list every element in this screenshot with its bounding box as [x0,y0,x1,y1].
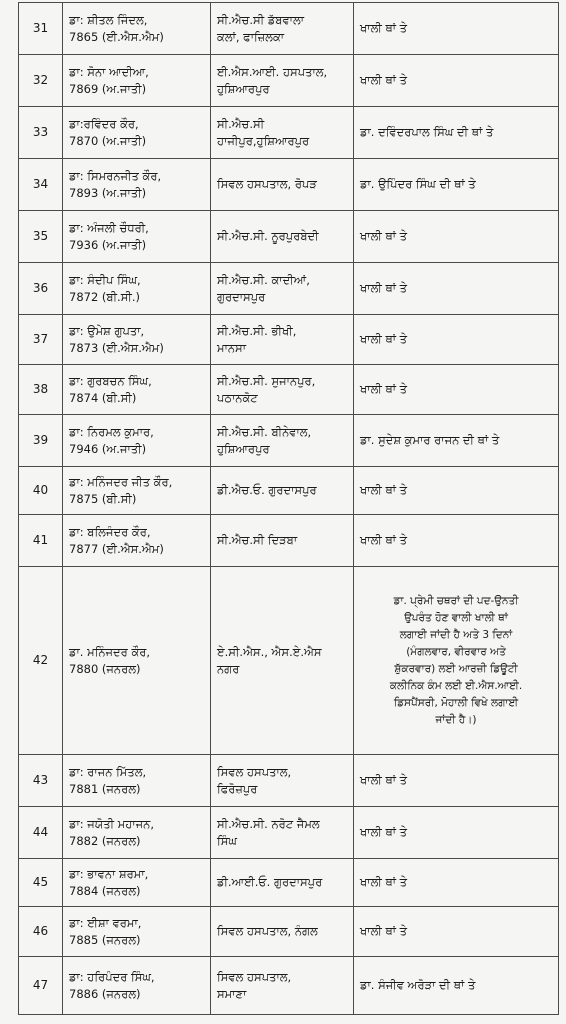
doctor-name: ਡਾ: ਹਰਿਪੰਦਰ ਸਿੰਘ, [69,969,155,984]
doctor-code: 7881 (ਜਨਰਲ) [69,781,141,796]
table-row [19,807,559,859]
remark-cell [354,3,559,55]
posting-line: ਹੁਸ਼ਿਆਰਪੁਰ [217,441,270,456]
doctor-code: 7869 (ਅ.ਜਾਤੀ) [69,81,147,96]
table-row [19,55,559,107]
doctor-cell [63,415,211,467]
table-row [19,3,559,55]
doctor-name: ਡਾ. ਮਨਿੰਜਦਰ ਕੌਰ, [69,644,151,659]
remark-line: ਖਾਲੀ ਥਾਂ ਤੇ [360,533,408,547]
doctor-code: 7865 (ਈ.ਐਸ.ਐਮ) [69,29,164,44]
posting-line: ਡੀ.ਆਈ.ਓ. ਗੁਰਦਾਸਪੁਰ [217,875,323,889]
remark-line: (ਮੰਗਲਵਾਰ, ਵੀਰਵਾਰ ਅਤੇ [406,645,506,658]
posting-cell [211,755,354,807]
remark-cell [354,515,559,567]
serial-number-cell: 36 [19,263,63,315]
table-row [19,515,559,567]
doctor-name: ਡਾ: ਸਿਮਰਨਜੀਤ ਕੌਰ, [69,168,162,183]
doctor-cell [63,211,211,263]
posting-cell [211,211,354,263]
remark-cell [354,107,559,159]
serial-number-cell: 38 [19,365,63,415]
remark-line: ਡਾ. ਪ੍ਰੇਮੀ ਚਥਰਾਂ ਦੀ ਪਦ-ਉਨਤੀ [393,594,519,607]
doctor-cell [63,263,211,315]
posting-line: ਸਿੰਘ [217,833,237,848]
remark-line: ਜਾਂਦੀ ਹੈ।) [435,713,477,726]
doctor-name: ਡਾ: ਗੁਰਬਚਨ ਸਿੰਘ, [69,373,152,388]
remark-line: ਲਗਾਈ ਜਾਂਦੀ ਹੈ ਅਤੇ 3 ਦਿਨਾਂ [399,628,513,641]
serial-number-cell: 42 [19,567,63,755]
posting-line: ਸਿਵਲ ਹਸਪਤਾਲ, [217,969,292,984]
posting-cell [211,415,354,467]
doctor-name: ਡਾ: ਬਲਿਜੰਦਰ ਕੌਰ, [69,524,151,539]
remark-cell [354,211,559,263]
doctor-cell [63,957,211,1015]
doctor-code: 7882 (ਜਨਰਲ) [69,833,141,848]
remark-line: ਕਲੀਨਿਕ ਕੰਮ ਲਈ ਈ.ਐਸ.ਆਈ. [389,679,523,692]
doctor-name: ਡਾ: ਸ਼ੀਤਲ ਜਿੰਦਲ, [69,12,148,27]
doctor-code: 7884 (ਜਨਰਲ) [69,883,141,898]
doctor-name: ਡਾ: ਈਸ਼ਾ ਵਰਮਾ, [69,915,142,930]
doctor-cell [63,515,211,567]
serial-number-cell: 44 [19,807,63,859]
remark-cell [354,159,559,211]
remark-cell [354,567,559,755]
remark-line: ਖਾਲੀ ਥਾਂ ਤੇ [360,483,408,497]
posting-line: ਮਾਨਸਾ [217,340,246,355]
posting-line: ਨਗਰ [217,661,240,676]
remark-line: ਖਾਲੀ ਥਾਂ ਤੇ [360,332,408,346]
table-row [19,907,559,957]
doctor-code: 7875 (ਬੀ.ਸੀ) [69,491,137,506]
doctor-name: ਡਾ: ਨਿਰਮਲ ਕੁਮਾਰ, [69,424,154,439]
doctor-name: ਡਾ: ਮਨਿੰਜਦਰ ਜੀਤ ਕੌਰ, [69,474,173,489]
posting-line: ਸੀ.ਐਚ.ਸੀ. ਭੀਖੀ, [217,323,297,338]
doctor-name: ਡਾ: ਜਯੋਤੀ ਮਹਾਜਨ, [69,816,154,831]
remark-line: ਖਾਲੀ ਥਾਂ ਤੇ [360,773,408,787]
table-body [19,3,559,1015]
remark-line: ਡਾ. ਸੰਜੀਵ ਅਰੋੜਾ ਦੀ ਥਾਂ ਤੇ [360,978,476,992]
posting-line: ਫਿਰੋਜ਼ਪੁਰ [217,781,258,796]
remark-cell [354,755,559,807]
doctor-code: 7877 (ਈ.ਐਸ.ਐਮ) [69,541,164,556]
table-row [19,263,559,315]
doctor-cell [63,807,211,859]
table-row [19,567,559,755]
remark-line: ਸ਼ੁੱਕਰਵਾਰ) ਲਈ ਆਰਜ਼ੀ ਡਿਊਟੀ [394,662,518,675]
remark-cell [354,807,559,859]
serial-number-cell: 41 [19,515,63,567]
table-row [19,467,559,515]
doctor-code: 7893 (ਅ.ਜਾਤੀ) [69,185,147,200]
table-row [19,159,559,211]
remark-line: ਡਾ. ਉਪਿੰਦਰ ਸਿੰਘ ਦੀ ਥਾਂ ਤੇ [360,177,476,191]
posting-cell [211,467,354,515]
posting-line: ਸੀ.ਐਚ.ਸੀ. ਸੁਜਾਨਪੁਰ, [217,373,316,388]
posting-line: ਡੀ.ਐਚ.ਓ. ਗੁਰਦਾਸਪੁਰ [217,483,317,497]
doctor-code: 7880 (ਜਨਰਲ) [69,661,141,676]
posting-line: ਈ.ਐਸ.ਆਈ. ਹਸਪਤਾਲ, [217,64,328,79]
table-row [19,365,559,415]
posting-cell [211,159,354,211]
doctor-cell [63,467,211,515]
remark-cell [354,859,559,907]
doctor-name: ਡਾ: ਰਾਜਨ ਮਿੱਤਲ, [69,764,147,779]
serial-number-cell: 32 [19,55,63,107]
remark-line: ਡਿਸਪੈਂਸਰੀ, ਮੋਹਾਲੀ ਵਿਖੇ ਲਗਾਈ [393,696,519,709]
remark-cell [354,907,559,957]
serial-number-cell: 37 [19,315,63,365]
serial-number-cell: 35 [19,211,63,263]
remark-cell [354,263,559,315]
doctor-cell [63,315,211,365]
posting-line: ਸੀ.ਐਚ.ਸੀ. ਨੂਰਪੁਰਬੇਦੀ [217,229,319,243]
remark-cell [354,467,559,515]
posting-cell [211,807,354,859]
remark-line: ਖਾਲੀ ਥਾਂ ਤੇ [360,924,408,938]
doctor-code: 7870 (ਅ.ਜਾਤੀ) [69,133,147,148]
doctor-cell [63,55,211,107]
serial-number-cell: 39 [19,415,63,467]
posting-line: ਸੀ.ਐਚ.ਸੀ. ਬੀਨੇਵਾਲ, [217,424,312,439]
doctor-name: ਡਾ: ਅੰਜਲੀ ਚੌਧਰੀ, [69,220,149,235]
posting-line: ਸੀ.ਐਚ.ਸੀ [217,116,265,131]
table-row [19,859,559,907]
remark-cell [354,315,559,365]
remark-line: ਉਪਰੰਤ ਹੋਣ ਵਾਲੀ ਖਾਲੀ ਥਾਂ [404,611,508,624]
doctor-cell [63,755,211,807]
posting-cell [211,515,354,567]
posting-cell [211,567,354,755]
posting-line: ਸੀ.ਐਚ.ਸੀ ਦਿੜਬਾ [217,533,298,547]
table-row [19,107,559,159]
doctor-cell [63,107,211,159]
serial-number-cell: 47 [19,957,63,1015]
posting-line: ਹਾਜੀਪੁਰ,ਹੁਸ਼ਿਆਰਪੁਰ [217,133,310,148]
posting-line: ਕਲਾਂ, ਫਾਜ਼ਿਲਕਾ [217,29,285,44]
remark-line: ਖਾਲੀ ਥਾਂ ਤੇ [360,21,408,35]
table-row [19,957,559,1015]
posting-cell [211,907,354,957]
doctor-name: ਡਾ:ਰਵਿੰਦਰ ਕੌਰ, [69,116,139,131]
serial-number-cell: 34 [19,159,63,211]
remark-cell [354,365,559,415]
posting-line: ਸੀ.ਐਚ.ਸੀ. ਨਰੋਟ ਜੈਮਲ [217,816,320,831]
remark-line: ਖਾਲੀ ਥਾਂ ਤੇ [360,73,408,87]
remark-cell [354,957,559,1015]
posting-cell [211,263,354,315]
posting-line: ਸਿਵਲ ਹਸਪਤਾਲ, ਰੋਪੜ [217,177,317,191]
posting-line: ਸਿਵਲ ਹਸਪਤਾਲ, ਨੰਗਲ [217,924,318,938]
remark-line: ਖਾਲੀ ਥਾਂ ਤੇ [360,875,408,889]
doctor-code: 7873 (ਈ.ਐਸ.ਐਮ) [69,340,164,355]
doctor-code: 7872 (ਬੀ.ਸੀ.) [69,289,140,304]
posting-cell [211,315,354,365]
posting-line: ਸੀ.ਐਚ.ਸੀ ਡੱਬਵਾਲਾ [217,12,305,27]
posting-line: ਸਿਵਲ ਹਸਪਤਾਲ, [217,764,292,779]
posting-cell [211,107,354,159]
remark-line: ਖਾਲੀ ਥਾਂ ਤੇ [360,229,408,243]
remark-line: ਡਾ. ਸੁਦੇਸ਼ ਕੁਮਾਰ ਰਾਜਨ ਦੀ ਥਾਂ ਤੇ [360,433,500,447]
remark-cell [354,415,559,467]
posting-line: ਗੁਰਦਾਸਪੁਰ [217,289,266,304]
posting-cell [211,365,354,415]
serial-number-cell: 46 [19,907,63,957]
doctor-cell [63,3,211,55]
table-row [19,211,559,263]
serial-number-cell: 31 [19,3,63,55]
posting-line: ਹੁਸ਼ਿਆਰਪੁਰ [217,81,270,96]
remark-line: ਖਾਲੀ ਥਾਂ ਤੇ [360,281,408,295]
doctor-cell [63,859,211,907]
posting-line: ਸੀ.ਐਚ.ਸੀ. ਕਾਦੀਆਂ, [217,272,310,287]
doctor-cell [63,907,211,957]
posting-line: ਪਠਾਨਕੋਟ [217,390,258,405]
doctor-cell [63,567,211,755]
posting-line: ਏ.ਸੀ.ਐਸ., ਐਸ.ਏ.ਐਸ [217,644,322,659]
posting-cell [211,55,354,107]
doctor-code: 7946 (ਅ.ਜਾਤੀ) [69,441,147,456]
posting-cell [211,3,354,55]
serial-number-cell: 40 [19,467,63,515]
posting-table [18,2,559,1015]
doctor-name: ਡਾ: ਉਮੇਸ਼ ਗੁਪਤਾ, [69,323,145,338]
table-row [19,315,559,365]
doctor-name: ਡਾ: ਭਾਵਨਾ ਸ਼ਰਮਾ, [69,866,149,881]
remark-line: ਡਾ. ਦਵਿੰਦਰਪਾਲ ਸਿੰਘ ਦੀ ਥਾਂ ਤੇ [360,125,494,139]
doctor-cell [63,365,211,415]
doctor-cell [63,159,211,211]
remark-line: ਖਾਲੀ ਥਾਂ ਤੇ [360,382,408,396]
remark-line: ਖਾਲੀ ਥਾਂ ਤੇ [360,825,408,839]
serial-number-cell: 43 [19,755,63,807]
doctor-name: ਡਾ: ਸੋਨਾ ਆਦੀਆ, [69,64,149,79]
serial-number-cell: 33 [19,107,63,159]
table-row [19,415,559,467]
serial-number-cell: 45 [19,859,63,907]
doctor-code: 7874 (ਬੀ.ਸੀ) [69,390,137,405]
doctor-code: 7885 (ਜਨਰਲ) [69,932,141,947]
doctor-code: 7936 (ਅ.ਜਾਤੀ) [69,237,147,252]
posting-line: ਸਮਾਣਾ [217,986,247,1001]
posting-cell [211,859,354,907]
doctor-code: 7886 (ਜਨਰਲ) [69,986,141,1001]
posting-cell [211,957,354,1015]
remark-cell [354,55,559,107]
doctor-name: ਡਾ: ਸੰਦੀਪ ਸਿੰਘ, [69,272,141,287]
table-row [19,755,559,807]
